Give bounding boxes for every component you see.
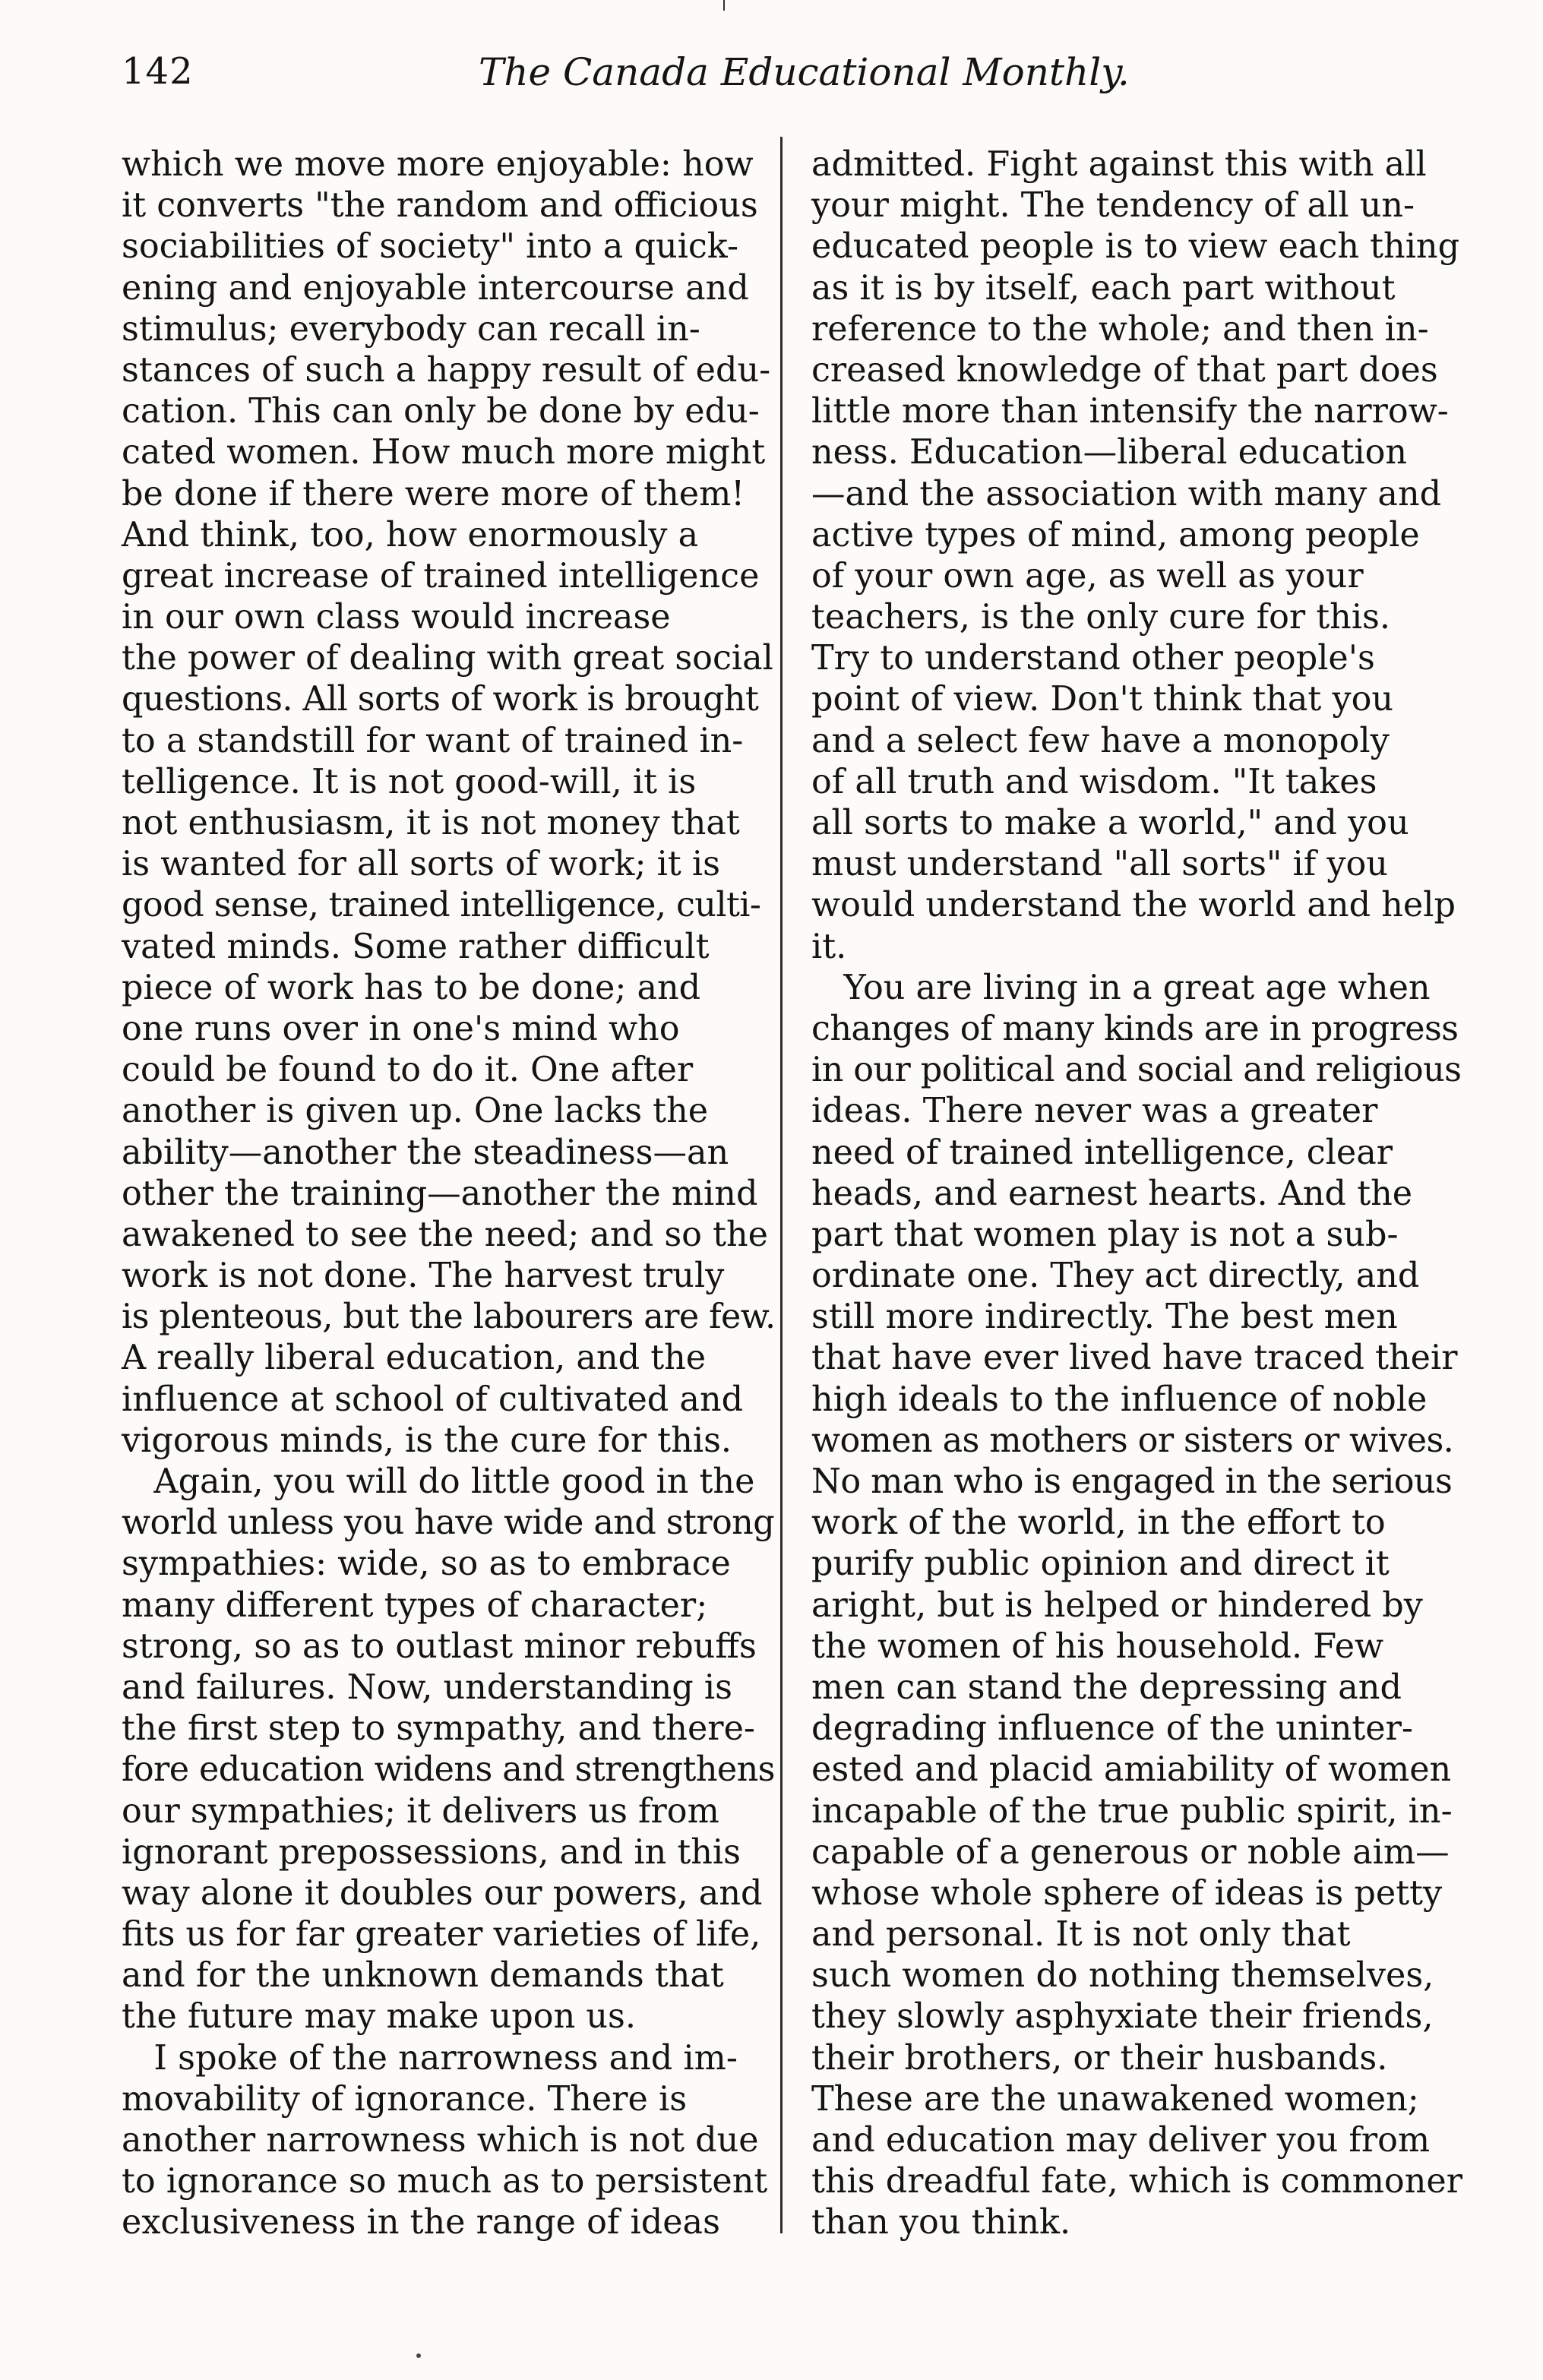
text-line: world unless you have wide and strong bbox=[122, 1503, 775, 1543]
text-line: creased knowledge of that part does bbox=[811, 350, 1438, 390]
scan-mark-bottom bbox=[416, 2353, 421, 2358]
text-line: piece of work has to be done; and bbox=[122, 968, 701, 1007]
text-line: changes of many kinds are in progress bbox=[811, 1009, 1459, 1048]
text-line: ordinate one. They act directly, and bbox=[811, 1256, 1420, 1296]
text-line: other the training—another the mind bbox=[122, 1174, 758, 1213]
text-line: and a select few have a monopoly bbox=[811, 721, 1390, 760]
text-line: Again, you will do little good in the bbox=[122, 1462, 755, 1501]
text-line: great increase of trained intelligence bbox=[122, 556, 760, 596]
text-line: And think, too, how enormously a bbox=[122, 515, 699, 555]
text-line: ability—another the steadiness—an bbox=[122, 1133, 729, 1172]
right-column bbox=[811, 144, 1465, 2244]
text-line: the women of his household. Few bbox=[811, 1626, 1384, 1666]
text-line: telligence. It is not good-will, it is bbox=[122, 762, 697, 801]
text-line: good sense, trained intelligence, culti- bbox=[122, 886, 761, 925]
text-line: movability of ignorance. There is bbox=[122, 2079, 688, 2119]
text-line: ness. Education—liberal education bbox=[811, 433, 1408, 473]
text-line: of your own age, as well as your bbox=[811, 556, 1364, 596]
text-line: than you think. bbox=[811, 2203, 1071, 2243]
text-line: stances of such a happy result of edu- bbox=[122, 350, 771, 390]
text-line: need of trained intelligence, clear bbox=[811, 1133, 1393, 1172]
text-line: another narrowness which is not due bbox=[122, 2121, 759, 2160]
text-line: cated women. How much more might bbox=[122, 433, 766, 473]
text-line: and education may deliver you from bbox=[811, 2121, 1431, 2160]
text-line: they slowly asphyxiate their friends, bbox=[811, 1997, 1434, 2037]
text-line: point of view. Don't think that you bbox=[811, 680, 1394, 719]
text-line: fits us for far greater varieties of life, bbox=[122, 1915, 761, 1955]
text-line: high ideals to the influence of noble bbox=[811, 1380, 1428, 1419]
text-line: exclusiveness in the range of ideas bbox=[122, 2203, 720, 2243]
text-line: not enthusiasm, it is not money that bbox=[122, 804, 740, 842]
text-line: this dreadful fate, which is commoner bbox=[811, 2162, 1462, 2201]
text-line: cation. This can only be done by edu- bbox=[122, 392, 760, 431]
left-column bbox=[122, 144, 775, 2244]
text-line: degrading influence of the uninter- bbox=[811, 1709, 1413, 1749]
column-divider bbox=[780, 137, 783, 2233]
text-line: our sympathies; it delivers us from bbox=[122, 1791, 719, 1831]
text-line: could be found to do it. One after bbox=[122, 1051, 694, 1090]
text-line: it converts "the random and officious bbox=[122, 186, 758, 226]
text-line: and failures. Now, understanding is bbox=[122, 1667, 732, 1707]
text-line: teachers, is the only cure for this. bbox=[811, 598, 1391, 637]
text-line: one runs over in one's mind who bbox=[122, 1009, 680, 1048]
text-line: reference to the whole; and then in- bbox=[811, 309, 1429, 349]
text-line: questions. All sorts of work is brought bbox=[122, 680, 759, 719]
text-line: active types of mind, among people bbox=[811, 515, 1420, 555]
text-line: the future may make upon us. bbox=[122, 1997, 637, 2037]
text-line: vated minds. Some rather difficult bbox=[122, 927, 710, 966]
text-line: your might. The tendency of all un- bbox=[811, 186, 1415, 226]
text-line: to ignorance so much as to persistent bbox=[122, 2162, 768, 2201]
text-line: is plenteous, but the labourers are few. bbox=[122, 1297, 776, 1337]
text-line: ening and enjoyable intercourse and bbox=[122, 268, 749, 308]
text-line: such women do nothing themselves, bbox=[811, 1956, 1434, 1996]
text-line: men can stand the depressing and bbox=[811, 1667, 1402, 1707]
text-line: strong, so as to outlast minor rebuffs bbox=[122, 1626, 757, 1666]
text-line: work of the world, in the effort to bbox=[811, 1503, 1386, 1543]
text-line: purify public opinion and direct it bbox=[811, 1544, 1390, 1584]
text-line: aright, but is helped or hindered by bbox=[811, 1585, 1423, 1625]
text-line: educated people is to view each thing bbox=[811, 227, 1460, 267]
text-line: women as mothers or sisters or wives. bbox=[811, 1421, 1454, 1460]
page-header bbox=[106, 50, 1474, 114]
text-line: part that women play is not a sub- bbox=[811, 1215, 1399, 1254]
text-line: as it is by itself, each part without bbox=[811, 268, 1396, 308]
text-line: the first step to sympathy, and there- bbox=[122, 1709, 755, 1749]
text-line: —and the association with many and bbox=[811, 474, 1442, 514]
text-line: fore education widens and strengthens bbox=[122, 1750, 775, 1790]
text-line: be done if there were more of them! bbox=[122, 474, 745, 514]
text-line: their brothers, or their husbands. bbox=[811, 2038, 1388, 2078]
text-line: These are the unawakened women; bbox=[811, 2079, 1419, 2119]
text-line: admitted. Fight against this with all bbox=[811, 145, 1427, 184]
text-line: incapable of the true public spirit, in- bbox=[811, 1791, 1453, 1831]
text-line: ignorant prepossessions, and in this bbox=[122, 1832, 741, 1872]
text-line: ested and placid amiability of women bbox=[811, 1750, 1452, 1790]
text-line: Try to understand other people's bbox=[811, 639, 1375, 678]
text-line: must understand "all sorts" if you bbox=[811, 845, 1388, 884]
text-line: would understand the world and help bbox=[811, 886, 1456, 925]
text-line: is wanted for all sorts of work; it is bbox=[122, 845, 720, 884]
scan-mark-top bbox=[723, 0, 725, 11]
text-line: No man who is engaged in the serious bbox=[811, 1462, 1453, 1501]
text-line: influence at school of cultivated and bbox=[122, 1380, 744, 1419]
text-line: A really liberal education, and the bbox=[122, 1339, 707, 1378]
text-line: still more indirectly. The best men bbox=[811, 1297, 1398, 1337]
text-line: work is not done. The harvest truly bbox=[122, 1256, 725, 1296]
text-line: ideas. There never was a greater bbox=[811, 1092, 1378, 1131]
text-line: little more than intensify the narrow- bbox=[811, 392, 1449, 431]
text-line: which we move more enjoyable: how bbox=[122, 145, 754, 184]
text-line: the power of dealing with great social bbox=[122, 639, 773, 678]
text-line: it. bbox=[811, 927, 847, 966]
text-line: another is given up. One lacks the bbox=[122, 1092, 709, 1131]
text-line: many different types of character; bbox=[122, 1585, 708, 1625]
text-line: vigorous minds, is the cure for this. bbox=[122, 1421, 732, 1460]
text-line: in our political and social and religious bbox=[811, 1051, 1462, 1090]
text-line: and personal. It is not only that bbox=[811, 1915, 1351, 1955]
text-line: in our own class would increase bbox=[122, 598, 671, 637]
text-line: way alone it doubles our powers, and bbox=[122, 1873, 763, 1913]
text-line: heads, and earnest hearts. And the bbox=[811, 1174, 1413, 1213]
text-line: whose whole sphere of ideas is petty bbox=[811, 1873, 1443, 1913]
text-line: capable of a generous or noble aim— bbox=[811, 1832, 1450, 1872]
text-line: awakened to see the need; and so the bbox=[122, 1215, 768, 1254]
text-line: I spoke of the narrowness and im- bbox=[122, 2038, 738, 2078]
text-line: that have ever lived have traced their bbox=[811, 1339, 1458, 1378]
text-line: and for the unknown demands that bbox=[122, 1956, 724, 1996]
text-line: sympathies: wide, so as to embrace bbox=[122, 1544, 731, 1584]
running-title: The Canada Educational Monthly. bbox=[479, 50, 1130, 94]
text-line: sociabilities of society" into a quick- bbox=[122, 227, 738, 267]
text-line: to a standstill for want of trained in- bbox=[122, 721, 744, 760]
text-line: of all truth and wisdom. "It takes bbox=[811, 762, 1377, 801]
text-line: stimulus; everybody can recall in- bbox=[122, 309, 700, 349]
text-line: all sorts to make a world," and you bbox=[811, 804, 1409, 842]
text-line: You are living in a great age when bbox=[811, 968, 1431, 1007]
page-number: 142 bbox=[122, 50, 194, 93]
